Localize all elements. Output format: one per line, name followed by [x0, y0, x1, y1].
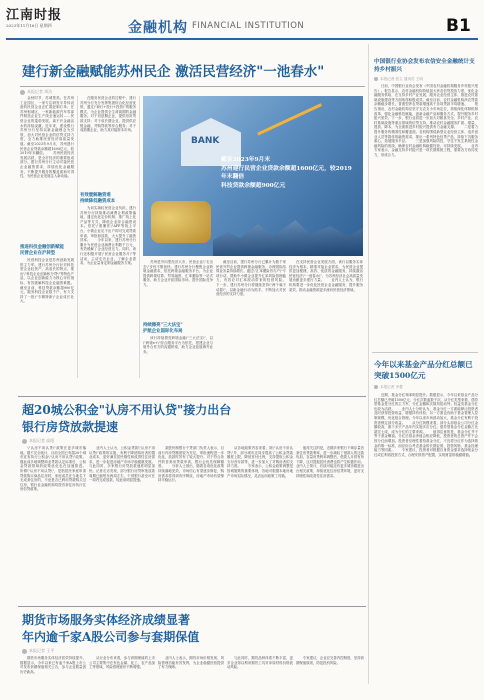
- lead-subhead-1-copy: 有效缓解融资难 持续降低融资成本: [80, 193, 116, 204]
- section-title-en: FINANCIAL INSTITUTION: [192, 21, 305, 31]
- page-number: B1: [446, 16, 471, 36]
- article3-byline-text: 本报记者 王平: [29, 648, 55, 653]
- article2-text: 从各地政策内容来看，除\"认房不用认贷\"外，部分城市还同步提高了公积金贷款额度上限，降低首付比例，支持提取公积金支付首付款等，进一步加大了对购房者的支持力度。 专家表示，公积金政策调整是因城施策的重要体现，各地可根据本地房地产市场实际情况，灵活运用政策工具箱。: [227, 446, 293, 478]
- lead-subhead-1: 推进科技金融创新赋能 民营企业在沪转型: [20, 245, 64, 256]
- reporter-icon: [22, 439, 27, 444]
- masthead-date: 2023年11月16日 星期四: [6, 23, 52, 28]
- lead-text-column: 民营科技企业是苏州创新发展的主力军。建行苏州分行针对科技型企业轻资产、高成长的特点，推出\"科技企业创新积分贷\"等特色产品，以企业创新能力为核心评价指标，有效破解科技企业融资难题。截至目前，科技贷款余额超900亿元，服务科技企业数千户，有力支持了一批\"专精特新\"企业成长壮大。: [20, 258, 74, 304]
- newspaper-logo: 江南时报: [6, 8, 63, 23]
- masthead: [6, 4, 478, 38]
- reporter-icon: [374, 385, 378, 389]
- right-top-byline-text: 本报记者 张立 通讯员 王明: [380, 77, 423, 81]
- cityscape-graphic: [213, 216, 363, 256]
- masthead-rule: [6, 38, 478, 40]
- lead-text-column: 截至目前，建行苏州分行已累计为数千家民营外贸企业提供跨境金融服务，办理国际结算业务量持续增长。通过\"汇率避险首办户\"专项行动，帮助中小微企业提升汇率风险管理能力，有效应对汇率波动带来的经营风险。 下一步，建行苏州分行将继续坚持\"两个毫不动摇\"，以新金融行动为抓手，不断加大对民营经济的支持力度。: [216, 260, 286, 297]
- article3-text: 与此同时，期货品种体系不断丰富，更多企业得以利用期货工具对冲原材料价格波动风险。: [227, 656, 293, 670]
- article3-text: 期货市场服务实体经济质效持续提升。数据显示，今年以来已有逾千家A股上市公司发布套期保值相关公告，参与企业数量创历史新高。: [20, 656, 86, 674]
- right-top-text: 日前，中国银行业协会发布《中国农村金融机构服务乡村振兴报告》。报告显示，农村金融机构持续加大涉农信贷投放力度，优化金融服务供给，在支持乡村产业发展、服务农业经营主体、推进农村基础设施建设等方面取得积极成效。截至目前，农村金融机构涉农贷款余额稳步增长，普惠型涉农贷款增速高于各项贷款平均增速。 报告指出，农村金融机构应坚守支农支小市场定位，持续深化体制机制改革，强化金融科技赋能，创新金融产品和服务方式，提升服务乡村振兴质效。下一步，银行业将进一步加大对粮食安全、乡村产业、农村基础设施等重点领域的信贷支持，推动农村金融服务扩面、增量、提质、降本，为全面推进乡村振兴提供有力金融支撑。 二是着力提升服务的精准性和覆盖面。各机构围绕新型农业经营主体、返乡创业人员等群体的融资需求，推出一系列特色信贷产品，持续下沉服务重心，拓展服务半径。 三是加强风险防控，守住不发生系统性金融风险的底线，确保农村金融机构稳健经营、可持续发展。 业内专家表示，金融支持乡村振兴是一项长期系统工程，需要各方协同发力，形成合力。: [374, 84, 478, 157]
- article2-byline: [22, 438, 54, 444]
- right-column-divider: [368, 44, 369, 684]
- right-mid-headline: 今年以来基金产品分红总额已突破1500亿元: [374, 360, 473, 380]
- article2-text: \"认房不用认贷\"政策在更多城市落地。据不完全统计，目前全国已有超20个城市宣布执行公积金\"认房不用认贷\"政策。继此前多地调整商业贷款认定标准后，公积金贷款领域的政策优化也在加速推进。 所谓\"认房不用认贷\"，是指居民家庭申请贷款购买商品住房时，家庭成员在当地名下无成套住房的，不论是否已利用贷款购买过住房，银行业金融机构均按首套住房执行住房信贷政策。: [20, 446, 86, 492]
- lead-text-column: 为切实减轻民营企业负担，建行苏州分行持续推动减费让利政策落地，通过优化定价机制、推广线上化产品等方式，降低企业综合融资成本。依托\"惠懂你\"APP等线上平台，小微企业足不出户即可完成贷款申请、审批和放款，大大提升了融资效率。 今年以来，建行苏州分行累计为民营企业减费让利数千万元，有效缓解了企业经营压力。同时，该行还积极开展\"民营企业服务月\"等活动，主动走访企业，了解企业需求，为企业量身定制金融服务方案。: [80, 206, 136, 266]
- coin-stack-icon: [151, 201, 211, 243]
- lead-text-column: 在服务民营企业的过程中，建行苏州分行充分发挥集团综合化经营优势，通过\"商行+投行+投资\"的服务模式，为企业提供全生命周期的金融服务。对于初创期企业，提供信用贷款支持；对于成长期企业，提供供应链金融、并购贷款等综合服务；对于成熟期企业，助力其对接资本市场。: [80, 96, 136, 133]
- right-top-byline: [374, 77, 423, 82]
- lead-headline: 建行新金融赋能苏州民企 激活民营经济"一池春水": [22, 64, 325, 80]
- lead-byline-text: 本报记者 周洁: [27, 89, 53, 94]
- article-separator: [18, 606, 366, 607]
- lead-photo: [143, 96, 363, 256]
- lead-text-column: 金秋时节，苏城景美。在苏州工业园区，一家专注研发半导体设备的民营企业正忙着赶制订单；在苏州相城区，一家新能源汽车零部件制造企业生产线全速运转……民营企业的蓬勃发展，离不开金融活水的持续浇灌。近年来，建设银行苏州分行坚持以新金融理念为引领，加大对民营企业的信贷支持力度，全力助推民营经济高质量发展。截至2023年9月末，苏州建行民营企业贷款余额超1600亿元，较2019年末翻倍。 苏州民营经济发展活跃，是全市经济的重要组成部分。建行苏州分行主动对接民营企业融资需求，持续优化金融服务，不断提升服务的覆盖面和可得性，为民营企业发展注入新动能。: [20, 96, 74, 179]
- article2-text: 某股份制银行个贷部门负责人表示，目前行内房贷额度较为充足，审批流程进一步优化，放款时效有了较大提升。对于符合条件的首套房贷款申请，银行会优先保障额度。 分析人士指出，随着各项优化政策持续落地见效，市场信心有望逐步修复，购房需求将得到有序释放，房地产市场有望保持平稳运行。: [158, 446, 224, 483]
- reporter-icon: [22, 649, 27, 654]
- article3-byline: [22, 648, 54, 654]
- lead-text-column: 在支持民营企业发展方面，该行以服务实体经济为根本，精准对接企业需求，为民营企业提供更加便捷、高效、优质的金融服务，持续激活民营经济\"一池春水\"，为苏州经济社会高质量发展贡献更多建行力量。 业内人士认为，银行机构要进一步优化民营企业金融服务，提升服务质效，推动金融资源更多流向民营经济领域。: [289, 260, 363, 292]
- article3-headline: 期货市场服务实体经济成绩显著 年内逾千家A股公司参与套期保值: [22, 613, 200, 644]
- lead-text-column: 该行持续擦亮跨境金融\"三大法宝\"，以\"跨境e+\"综合服务平台为依托，搭建企业与境外合作方的沟通桥梁，助力企业拓展海外业务。: [143, 336, 213, 354]
- article2-text: 业内人士认为，公积金贷款\"认房不用认贷\"政策的实施，有利于降低购房者的置业成本，更好满足居民刚性和改善性住房需求，进一步促进房地产市场平稳健康发展。 与此同时，多家银行房贷放款速度明显加快。记者走访发现，部分银行房贷审批放款周期已缩短至两周左右，个别银行甚至可在一周内完成放款，较此前明显提速。: [89, 446, 155, 483]
- lead-headline-rule: [20, 86, 365, 87]
- section-title: 金融机构: [128, 20, 188, 36]
- article3-text: 从行业分布来看，参与套期保值的上市公司主要集中在有色金属、化工、农产品加工等领域，风险管理意识不断增强。: [89, 656, 155, 670]
- column-divider: [139, 96, 140, 378]
- right-section-rule: [372, 352, 478, 353]
- article3-text: 业内人士表示，期货市场价格发现、风险管理功能有效发挥，为企业稳健经营提供了有力保障。: [158, 656, 224, 670]
- right-mid-text: 近期，基金分红频率明显提升。数据显示，今年以来基金产品分红总额已突破1500亿元，分红次数逾数千次。从分红类型来看，债券型基金是分红的主力军，分红金额和次数均居前列；权益类基金分红也较为活跃。 业内人士分析认为，基金分红一方面能够让投资者及时获得投资收益，增强持有体验；另一方面也有助于基金管理人控制规模、优化组合管理。今年以来市场波动加大，基金分红有利于投资者锁定部分收益。 从分红规模来看，部分头部基金公司分红金额较高，旗下多只产品年内实施多次分红。债券型基金分红金额占比超过七成，成为分红的主要来源。 值得注意的是，基金分红并不等于基金赚钱。分红后基金净值会相应降低，投资者的总资产并不会因分红而增加。投资者应理性看待基金分红，不宜将分红作为选择基金的唯一标准，而应综合考虑基金的长期业绩、投资风格、基金经理能力等因素。 专家建议，投资者可根据自身资金需求选择现金分红或红利再投资方式，合理安排资产配置，实现财富的稳健增值。: [374, 393, 478, 457]
- column-divider: [77, 96, 78, 378]
- lead-byline: [20, 89, 52, 95]
- reporter-icon: [374, 77, 378, 81]
- right-mid-byline-text: 本报记者 李慧: [380, 385, 403, 389]
- bank-label: BANK: [191, 136, 220, 146]
- article-separator: [18, 396, 366, 397]
- right-top-headline: 中国银行业协会发布农信安全金融统计支持乡村振兴: [374, 59, 475, 73]
- lead-subhead-2: 持续擦亮"三大法宝" 护航企业国际化布局: [143, 323, 183, 334]
- reporter-icon: [20, 90, 25, 95]
- photo-caption: 截至2023年9月末 苏州建行民营企业贷款余额超1600亿元，较2019年末翻倍 科技贷款余额超900亿元: [221, 157, 352, 189]
- lead-text-column: 苏州是外向型经济大市，民营企业\"走出去\"步伐不断加快。建行苏州分行聚焦企业跨境金融需求，依托跨境金融服务平台，为企业提供跨境结算、贸易融资、汇率避险等一站式服务，助力企业开拓国际市场，提升国际竞争力。: [143, 260, 213, 287]
- right-mid-byline: [374, 385, 403, 390]
- article2-byline-text: 本报记者 高阳: [29, 438, 55, 443]
- article2-text: 值得关注的是，近期多家银行下调存量首套住房贷款利率，进一步减轻了借款人的还款负担。存量房贷利率调整后，借款人月供有所下降，这对提振居民消费也将产生积极作用。 业内人士预计，后续可能还有更多城市跟进出台相关政策，持续优化住房信贷环境，更好支持刚性和改善性住房需求。: [296, 446, 364, 478]
- article3-text: 专家建议，企业应完善内控制度，坚持套期保值原则，防范投机风险。: [296, 656, 364, 665]
- article2-headline: 超20城公积金"认房不用认贷"接力出台 银行房贷放款提速: [22, 403, 232, 434]
